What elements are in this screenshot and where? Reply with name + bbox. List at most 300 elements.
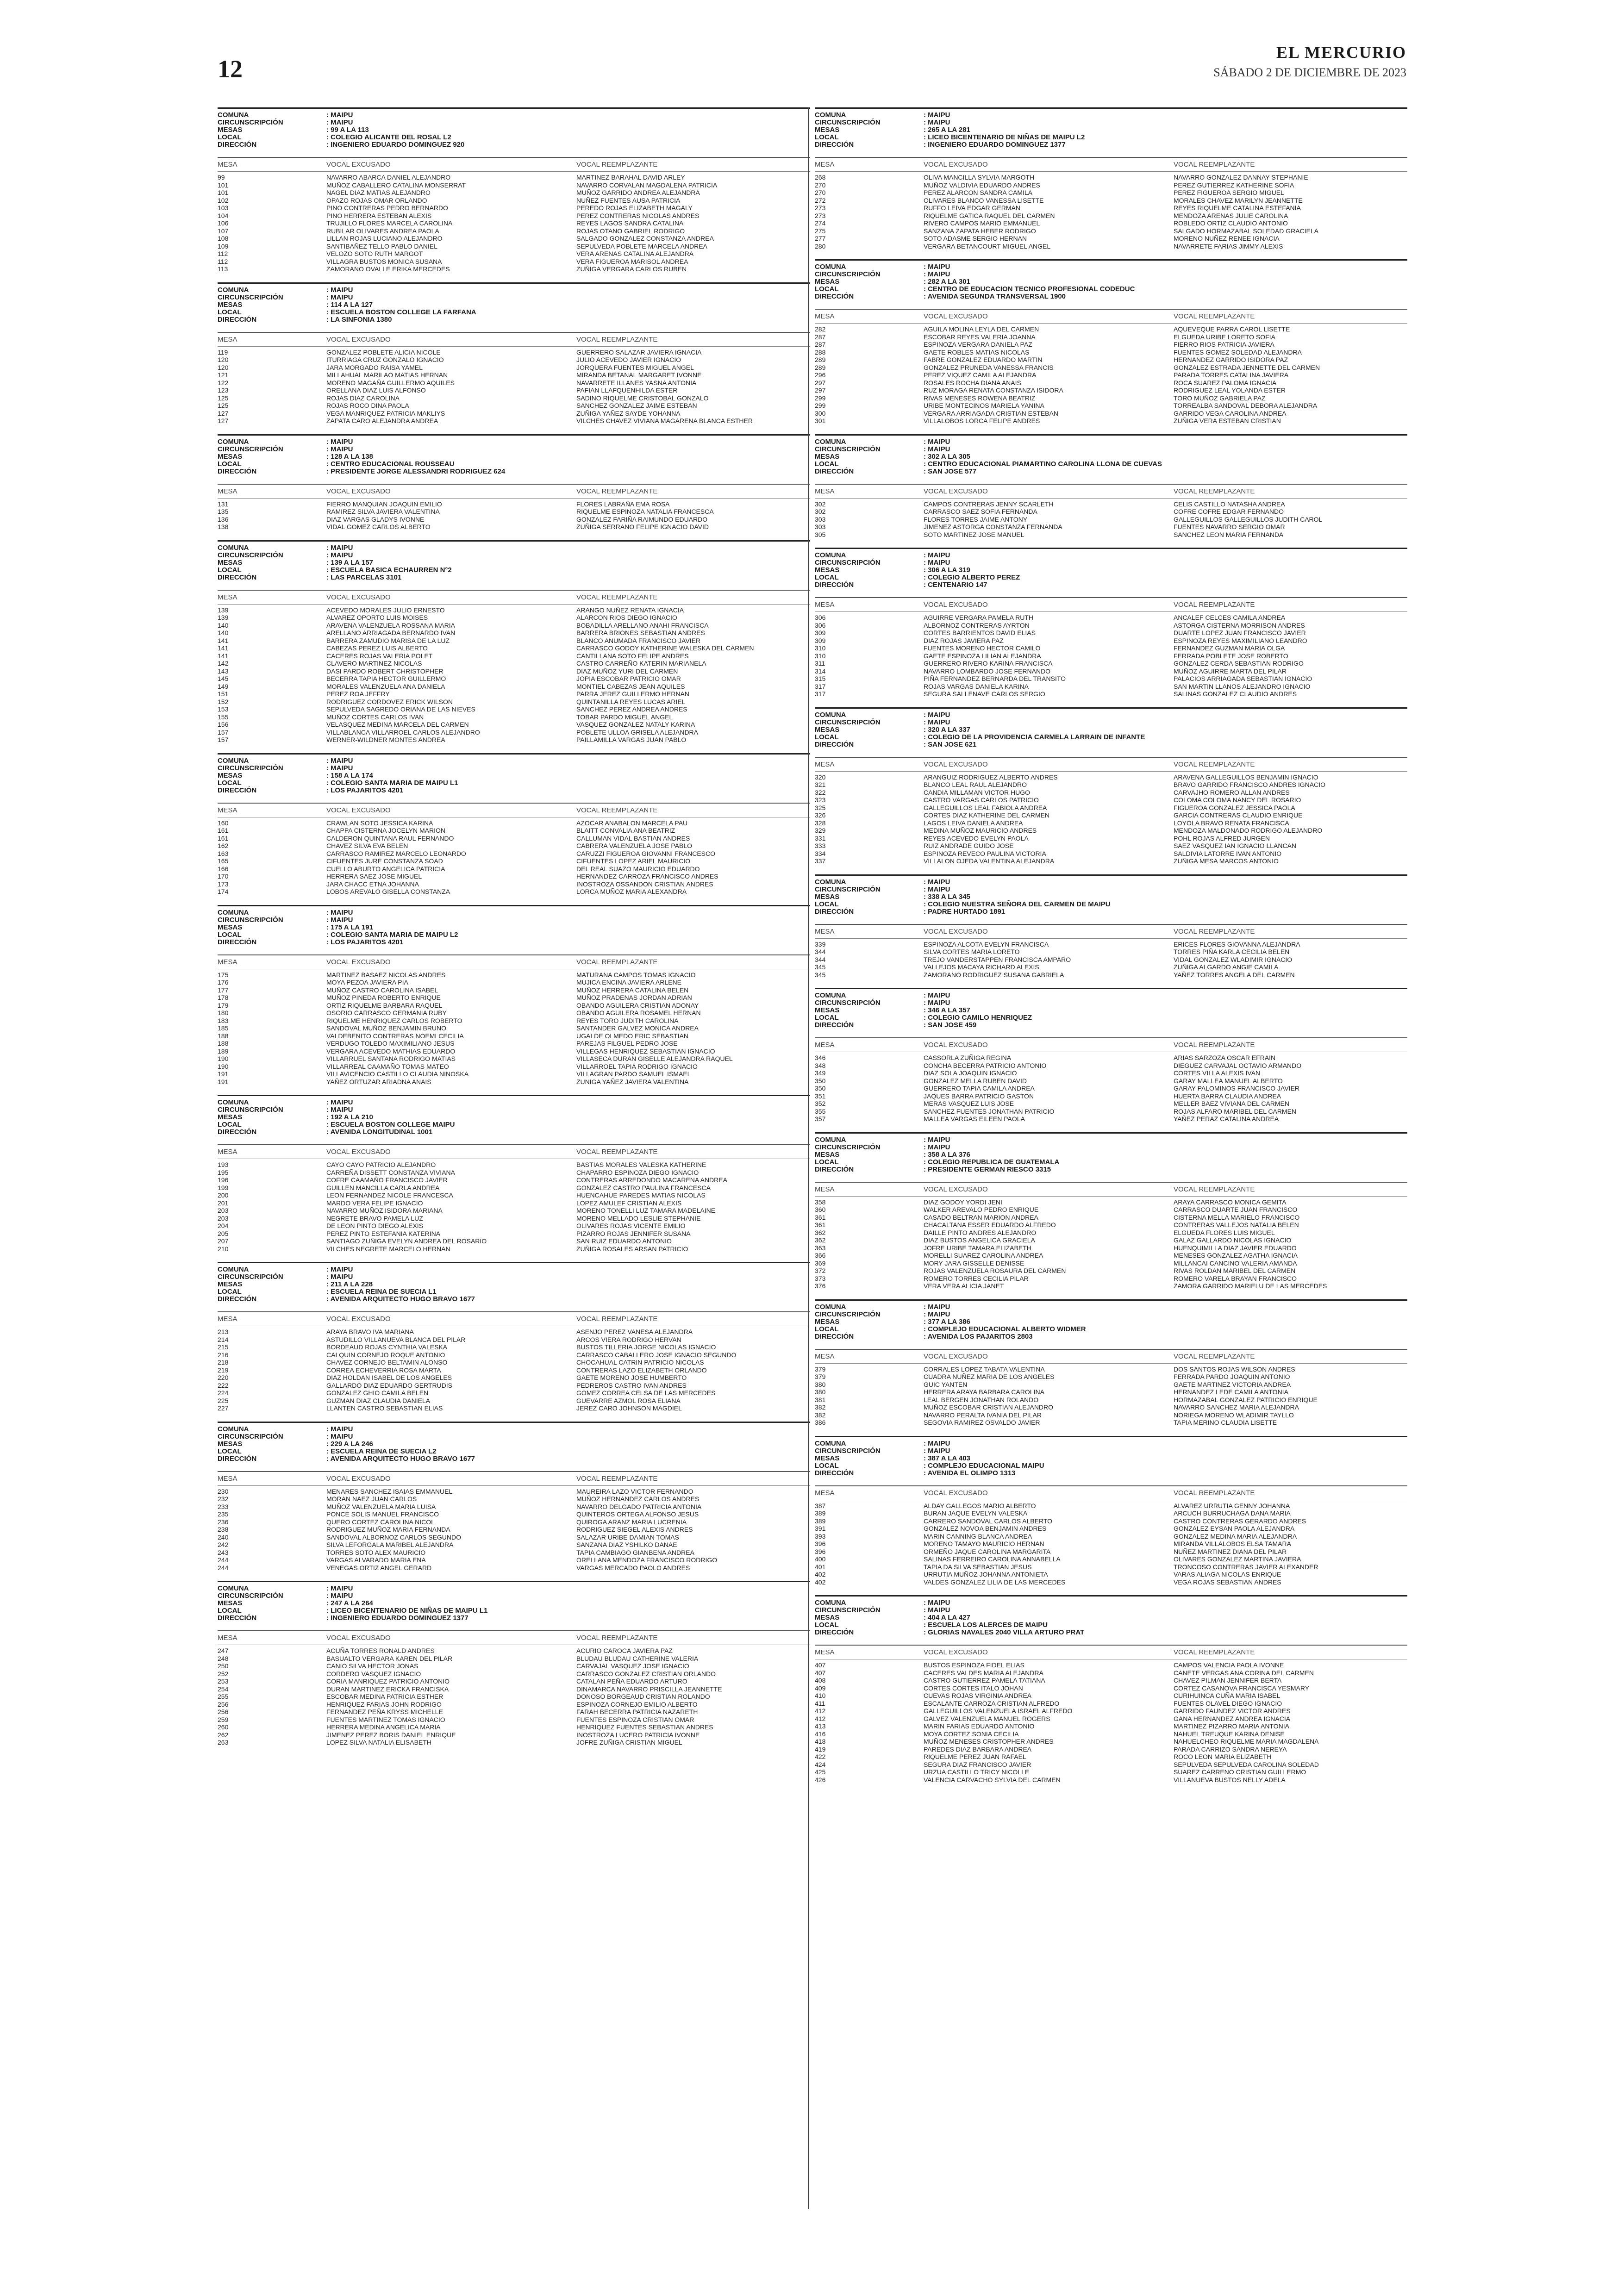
mesa-number: 259 xyxy=(218,1715,229,1723)
vocal-reemplazante-name: SAN MARTIN LLANOS ALEJANDRO IGNACIO xyxy=(1174,682,1311,690)
table-row xyxy=(218,1207,810,1215)
vocal-excusado-name: BLANCO LEAL RAUL ALEJANDRO xyxy=(924,781,1027,788)
table-row xyxy=(218,1215,810,1222)
circunscripcion-value: : MAIPU xyxy=(924,1310,950,1318)
circunscripcion-label: CIRCUNSCRIPCIÓN xyxy=(815,445,881,453)
table-row xyxy=(218,637,810,645)
comuna-value: : MAIPU xyxy=(326,437,353,446)
vocal-excusado-name: MUÑOZ CORTES CARLOS IVAN xyxy=(326,713,424,721)
mesa-number: 360 xyxy=(815,1206,826,1213)
mesa-number: 125 xyxy=(218,402,229,409)
mesa-number: 412 xyxy=(815,1715,826,1722)
vocal-reemplazante-column-header: VOCAL REEMPLAZANTE xyxy=(576,335,658,343)
polling-place-header xyxy=(218,540,810,581)
vocal-reemplazante-name: TAPIA CAMBIAGO GIANBENA ANDREA xyxy=(576,1548,694,1556)
vocal-excusado-name: VERGARA ARRIAGADA CRISTIAN ESTEBAN xyxy=(924,409,1058,417)
vocal-excusado-name: NAVARRO ABARCA DANIEL ALEJANDRO xyxy=(326,174,451,181)
table-row xyxy=(218,850,810,858)
vocal-reemplazante-name: VARAS ALIAGA NICOLAS ENRIQUE xyxy=(1174,1571,1281,1578)
table-row xyxy=(218,994,810,1002)
mesa-column-header: MESA xyxy=(218,593,237,601)
mesa-number: 310 xyxy=(815,644,826,652)
local-value: : COLEGIO SANTA MARIA DE MAIPU L1 xyxy=(326,779,458,787)
vocal-excusado-name: QUERO CORTEZ CAROLINA NICOL xyxy=(326,1518,435,1526)
vocal-excusado-name: TREJO VANDERSTAPPEN FRANCISCA AMPARO xyxy=(924,955,1071,963)
vocal-excusado-name: DURAN MARTINEZ ERICKA FRANCISKA xyxy=(326,1685,449,1693)
vocal-reemplazante-name: SEPULVEDA SEPULVEDA CAROLINA SOLEDAD xyxy=(1174,1760,1319,1768)
mesas-value: : 302 A LA 305 xyxy=(924,452,970,461)
vocal-reemplazante-name: ARANGO NUÑEZ RENATA IGNACIA xyxy=(576,606,684,614)
vocal-excusado-name: GONZALEZ NOVOA BENJAMIN ANDRES xyxy=(924,1525,1047,1532)
vocal-reemplazante-name: PEREZ GUTIERREZ KATHERINE SOFIA xyxy=(1174,181,1294,189)
vocal-reemplazante-name: ARIAS SARZOZA OSCAR EFRAIN xyxy=(1174,1054,1276,1061)
mesa-number: 297 xyxy=(815,387,826,394)
vocal-excusado-name: VILLAGRA BUSTOS MONICA SUSANA xyxy=(326,257,442,265)
table-row xyxy=(218,1002,810,1010)
mesa-number: 238 xyxy=(218,1526,229,1533)
mesas-value: : 404 A LA 427 xyxy=(924,1614,970,1621)
comuna-label: COMUNA xyxy=(815,1439,846,1447)
comuna-value: : MAIPU xyxy=(924,992,950,999)
mesa-number: 282 xyxy=(815,325,826,333)
polling-place-block xyxy=(815,548,1407,698)
table-row xyxy=(815,523,1407,531)
table-row xyxy=(218,1556,810,1564)
vocal-excusado-name: ZAMORANO RODRIGUEZ SUSANA GABRIELA xyxy=(924,971,1064,979)
vocal-reemplazante-name: TORO MUÑOZ GABRIELA PAZ xyxy=(1174,394,1266,402)
vocal-reemplazante-name: GALLEGUILLOS GALLEGUILLOS JUDITH CAROL xyxy=(1174,515,1323,523)
vocal-excusado-name: SALINAS FERREIRO CAROLINA ANNABELLA xyxy=(924,1555,1061,1563)
header-row-mesas xyxy=(218,1281,810,1288)
vocal-excusado-name: VELOZO SOTO RUTH MARGOT xyxy=(326,250,423,257)
vocal-table xyxy=(218,157,810,273)
direccion-label: DIRECCIÓN xyxy=(218,1128,257,1136)
table-row xyxy=(815,857,1407,865)
vocal-excusado-name: DIAZ ROJAS JAVIERA PAZ xyxy=(924,636,1004,644)
table-row xyxy=(218,1176,810,1184)
vocal-excusado-column-header: VOCAL EXCUSADO xyxy=(326,958,391,966)
vocal-excusado-name: BORDEAUD ROJAS CYNTHIA VALESKA xyxy=(326,1343,448,1351)
comuna-value: : MAIPU xyxy=(924,1599,950,1607)
vocal-reemplazante-name: REYES RIQUELME CATALINA ESTEFANIA xyxy=(1174,204,1301,212)
table-row xyxy=(815,1509,1407,1517)
vocal-excusado-name: CASTRO GUTIERREZ PAMELA TATIANA xyxy=(924,1677,1045,1684)
vocal-excusado-name: NAVARRO LOMBARDO JOSE FERNANDO xyxy=(924,667,1051,675)
vocal-reemplazante-name: GANA HERNANDEZ ANDREA IGNACIA xyxy=(1174,1715,1291,1722)
vocal-table xyxy=(218,590,810,744)
vocal-excusado-name: SILVA LEFORGALA MARIBEL ALEJANDRA xyxy=(326,1541,454,1548)
vocal-excusado-name: ALBORNOZ CONTRERAS AYRTON xyxy=(924,621,1030,629)
vocal-excusado-name: ARAVENA VALENZUELA ROSSANA MARIA xyxy=(326,621,456,629)
mesa-number: 139 xyxy=(218,606,229,614)
vocal-excusado-name: ESCOBAR MEDINA PATRICIA ESTHER xyxy=(326,1693,443,1700)
mesa-number: 380 xyxy=(815,1380,826,1388)
header-row-circunscripcion xyxy=(218,446,810,453)
header-row-circunscripcion xyxy=(218,917,810,924)
mesa-column-header: MESA xyxy=(218,487,237,495)
mesa-number: 287 xyxy=(815,333,826,341)
vocal-excusado-name: VILLALON OJEDA VALENTINA ALEJANDRA xyxy=(924,857,1055,865)
mesa-number: 224 xyxy=(218,1389,229,1397)
vocal-excusado-name: MENARES SANCHEZ ISAIAS EMMANUEL xyxy=(326,1487,453,1495)
table-row xyxy=(218,842,810,850)
table-row xyxy=(218,1070,810,1078)
header-row-local xyxy=(218,1607,810,1615)
vocal-excusado-name: MORENO MAGAÑA GUILLERMO AQUILES xyxy=(326,379,455,387)
comuna-label: COMUNA xyxy=(815,992,846,999)
table-header xyxy=(815,761,1407,772)
mesa-number: 101 xyxy=(218,181,229,189)
vocal-excusado-name: FABRE GONZALEZ EDUARDO MARTIN xyxy=(924,356,1043,363)
vocal-excusado-name: CUEVAS ROJAS VIRGINIA ANDREA xyxy=(924,1692,1032,1699)
vocal-reemplazante-name: ZUÑIGA MESA MARCOS ANTONIO xyxy=(1174,857,1279,865)
vocal-excusado-name: ARANGUIZ RODRIGUEZ ALBERTO ANDRES xyxy=(924,773,1058,781)
vocal-reemplazante-name: SALINAS GONZALEZ CLAUDIO ANDRES xyxy=(1174,690,1297,698)
vocal-excusado-name: GALLEGUILLOS VALENZUELA ISRAEL ALFREDO xyxy=(924,1707,1073,1715)
vocal-excusado-name: PIÑA FERNANDEZ BERNARDA DEL TRANSITO xyxy=(924,675,1066,682)
vocal-table xyxy=(815,924,1407,979)
header-row-direccion xyxy=(218,1455,810,1463)
circunscripcion-label: CIRCUNSCRIPCIÓN xyxy=(218,764,283,772)
table-row xyxy=(815,387,1407,394)
table-row xyxy=(815,827,1407,835)
mesas-label: MESAS xyxy=(815,452,840,461)
table-row xyxy=(218,835,810,842)
mesa-number: 173 xyxy=(218,880,229,888)
table-row xyxy=(218,690,810,698)
vocal-reemplazante-name: INOSTROZA OSSANDON CRISTIAN ANDRES xyxy=(576,880,713,888)
header-row-circunscripcion xyxy=(815,446,1407,453)
table-row xyxy=(218,204,810,212)
polling-place-block xyxy=(218,1581,810,1746)
vocal-excusado-name: SEGURA SALLENAVE CARLOS SERGIO xyxy=(924,690,1045,698)
table-row xyxy=(218,819,810,827)
local-label: LOCAL xyxy=(218,460,242,468)
mesa-number: 422 xyxy=(815,1753,826,1760)
mesas-label: MESAS xyxy=(218,300,243,309)
table-row xyxy=(218,1495,810,1503)
vocal-excusado-name: BARRERA ZAMUDIO MARISA DE LA LUZ xyxy=(326,636,450,644)
table-row xyxy=(218,1374,810,1382)
vocal-reemplazante-name: VEGA ROJAS SEBASTIAN ANDRES xyxy=(1174,1578,1281,1586)
vocal-reemplazante-name: OBANDO AGUILERA CRISTIAN ADONAY xyxy=(576,1001,699,1009)
vocal-reemplazante-name: CALLUMAN VIDAL BASTIAN ANDRES xyxy=(576,834,690,842)
vocal-excusado-name: MORENO TAMAYO MAURICIO HERNAN xyxy=(924,1540,1044,1547)
vocal-excusado-name: CORTES DIAZ KATHERINE DEL CARMEN xyxy=(924,811,1050,819)
header-row-local xyxy=(218,1448,810,1455)
polling-place-header xyxy=(218,107,810,149)
table-row xyxy=(218,387,810,394)
vocal-excusado-name: SEGURA DIAZ FRANCISCO JAVIER xyxy=(924,1760,1031,1768)
vocal-excusado-name: CAYO CAYO PATRICIO ALEJANDRO xyxy=(326,1161,436,1168)
table-row xyxy=(815,508,1407,516)
mesas-value: : 158 A LA 174 xyxy=(326,771,373,780)
table-row xyxy=(218,986,810,994)
table-header xyxy=(218,161,810,172)
local-value: : ESCUELA BASICA ECHAURREN N°2 xyxy=(326,566,452,574)
direccion-label: DIRECCIÓN xyxy=(218,141,257,149)
mesa-number: 328 xyxy=(815,819,826,827)
local-value: : COLEGIO SANTA MARIA DE MAIPU L2 xyxy=(326,930,458,939)
header-row-circunscripcion xyxy=(218,552,810,559)
vocal-reemplazante-name: CARRASCO CABALLERO JOSE IGNACIO SEGUNDO xyxy=(576,1351,737,1359)
mesa-number: 143 xyxy=(218,667,229,675)
header-row-mesas xyxy=(815,278,1407,286)
mesa-number: 163 xyxy=(218,849,229,857)
vocal-excusado-name: CLAVERO MARTINEZ NICOLAS xyxy=(326,660,422,667)
table-row xyxy=(815,1373,1407,1381)
header-row-circunscripcion xyxy=(815,1144,1407,1151)
table-row xyxy=(218,1526,810,1534)
vocal-excusado-name: HERRERA SAEZ JOSE MIGUEL xyxy=(326,873,422,880)
vocal-reemplazante-name: ERICES FLORES GIOVANNA ALEJANDRA xyxy=(1174,940,1300,948)
table-row xyxy=(815,1661,1407,1669)
table-row xyxy=(218,1510,810,1518)
direccion-value: : PADRE HURTADO 1891 xyxy=(924,907,1006,916)
table-row xyxy=(815,796,1407,804)
mesa-number: 190 xyxy=(218,1055,229,1062)
mesas-value: : 320 A LA 337 xyxy=(924,725,970,734)
mesa-number: 321 xyxy=(815,781,826,788)
comuna-value: : MAIPU xyxy=(924,711,950,719)
vocal-table xyxy=(815,597,1407,698)
vocal-excusado-name: MOYA CORTEZ SONIA CECILIA xyxy=(924,1730,1019,1738)
vocal-excusado-name: MORY JARA GISSELLE DENISSE xyxy=(924,1259,1024,1267)
vocal-reemplazante-name: VILLANUEVA BUSTOS NELLY ADELA xyxy=(1174,1776,1286,1784)
vocal-reemplazante-name: CAMPOS VALENCIA PAOLA IVONNE xyxy=(1174,1661,1284,1669)
polling-place-block xyxy=(815,1132,1407,1290)
mesa-number: 108 xyxy=(218,235,229,242)
direccion-label: DIRECCIÓN xyxy=(815,581,854,589)
table-row xyxy=(815,1214,1407,1222)
table-row xyxy=(815,181,1407,189)
table-row xyxy=(218,606,810,614)
table-row xyxy=(815,1221,1407,1229)
direccion-label: DIRECCIÓN xyxy=(815,740,854,748)
circunscripcion-label: CIRCUNSCRIPCIÓN xyxy=(218,1592,283,1600)
table-row xyxy=(815,971,1407,979)
mesa-number: 145 xyxy=(218,675,229,682)
table-row xyxy=(815,349,1407,356)
mesa-number: 244 xyxy=(218,1564,229,1572)
table-row xyxy=(218,1701,810,1709)
mesa-number: 345 xyxy=(815,963,826,971)
vocal-excusado-name: PEREZ ALARCON SANDRA CAMILA xyxy=(924,189,1032,196)
local-value: : LICEO BICENTENARIO DE NIÑAS DE MAIPU L1 xyxy=(326,1607,488,1615)
header-row-circunscripcion xyxy=(218,1273,810,1281)
vocal-reemplazante-name: QUINTANILLA REYES LUCAS ARIEL xyxy=(576,698,686,705)
table-row xyxy=(815,1252,1407,1260)
table-row xyxy=(815,819,1407,827)
table-header xyxy=(218,1475,810,1486)
mesas-label: MESAS xyxy=(218,1599,243,1607)
vocal-reemplazante-name: CHAVEZ PILMAN JENNIFER BERTA xyxy=(1174,1677,1282,1684)
vocal-reemplazante-name: COFRE COFRE EDGAR FERNANDO xyxy=(1174,508,1284,515)
header-row-mesas xyxy=(815,1318,1407,1326)
vocal-excusado-name: TAPIA DA SILVA SEBASTIAN JESUS xyxy=(924,1563,1032,1571)
mesas-value: : 265 A LA 281 xyxy=(924,126,970,134)
vocal-reemplazante-column-header: VOCAL REEMPLAZANTE xyxy=(1174,927,1255,935)
mesa-number: 207 xyxy=(218,1237,229,1245)
vocal-excusado-name: BURAN JAQUE EVELYN VALESKA xyxy=(924,1509,1028,1517)
header-row-direccion xyxy=(218,141,810,149)
mesa-number: 346 xyxy=(815,1054,826,1061)
mesa-number: 112 xyxy=(218,257,228,265)
vocal-reemplazante-name: ELGUEDA URIBE LORETO SOFIA xyxy=(1174,333,1275,341)
vocal-reemplazante-name: CARVAJHO ROMERO ALLAN ANDRES xyxy=(1174,788,1290,796)
polling-place-header xyxy=(218,434,810,475)
vocal-excusado-name: GONZALEZ PRUNEDA VANESSA FRANCIS xyxy=(924,363,1054,371)
table-row xyxy=(218,1009,810,1017)
vocal-excusado-name: LOPEZ SILVA NATALIA ELISABETH xyxy=(326,1739,431,1746)
circunscripcion-value: : MAIPU xyxy=(924,1143,950,1151)
table-row xyxy=(218,379,810,387)
vocal-reemplazante-name: ROMERO VARELA BRAYAN FRANCISCO xyxy=(1174,1274,1297,1282)
table-row xyxy=(218,235,810,243)
header-row-direccion xyxy=(815,581,1407,589)
table-row xyxy=(218,265,810,273)
vocal-reemplazante-name: NAVARRETE ILLANES YASNA ANTONIA xyxy=(576,379,697,387)
table-row xyxy=(218,371,810,379)
circunscripcion-label: CIRCUNSCRIPCIÓN xyxy=(815,559,881,567)
table-row xyxy=(815,1692,1407,1700)
vocal-excusado-name: FIERRO MANQUIAN JOAQUIN EMILIO xyxy=(326,500,442,508)
vocal-reemplazante-name: POHL ROJAS ALFRED JURGEN xyxy=(1174,834,1270,842)
mesa-column-header: MESA xyxy=(815,1648,835,1656)
mesa-number: 275 xyxy=(815,227,826,235)
vocal-excusado-name: PEREZ ROA JEFFRY xyxy=(326,690,390,698)
mesa-number: 189 xyxy=(218,1047,229,1055)
vocal-reemplazante-name: PEREDO ROJAS ELIZABETH MAGALY xyxy=(576,204,693,212)
header-row-direccion xyxy=(218,1129,810,1136)
comuna-label: COMUNA xyxy=(218,543,249,552)
mesa-number: 410 xyxy=(815,1692,826,1699)
vocal-excusado-name: LAGOS LEIVA DANIELA ANDREA xyxy=(924,819,1023,827)
vocal-excusado-name: WERNER-WILDNER MONTES ANDREA xyxy=(326,736,445,743)
table-row xyxy=(218,250,810,258)
vocal-reemplazante-name: ZUÑIGA VERA ESTEBAN CRISTIAN xyxy=(1174,417,1281,424)
vocal-reemplazante-name: HUENCAHUE PAREDES MATIAS NICOLAS xyxy=(576,1191,706,1199)
table-row xyxy=(218,1549,810,1557)
vocal-excusado-name: ACUÑA TORRES RONALD ANDRES xyxy=(326,1647,435,1654)
vocal-table xyxy=(218,1311,810,1412)
vocal-excusado-name: CORTES BARRIENTOS DAVID ELIAS xyxy=(924,629,1036,636)
vocal-excusado-name: VILCHES NEGRETE MARCELO HERNAN xyxy=(326,1245,450,1253)
vocal-reemplazante-name: RODRIGUEZ LEAL YOLANDA ESTER xyxy=(1174,387,1286,394)
vocal-excusado-name: ROJAS DIAZ CAROLINA xyxy=(326,394,400,402)
table-row xyxy=(218,1328,810,1336)
vocal-reemplazante-name: MORALES CHAVEZ MARILYN JEANNETTE xyxy=(1174,196,1303,204)
vocal-excusado-name: CACERES ROJAS VALERIA POLET xyxy=(326,652,433,660)
header-row-local xyxy=(218,1288,810,1296)
local-label: LOCAL xyxy=(815,1461,839,1470)
header-row-local xyxy=(218,567,810,574)
mesa-number: 262 xyxy=(218,1731,229,1739)
mesa-number: 216 xyxy=(218,1351,229,1359)
circunscripcion-value: : MAIPU xyxy=(924,718,950,726)
table-row xyxy=(218,1169,810,1177)
mesa-number: 348 xyxy=(815,1061,826,1069)
table-row xyxy=(815,410,1407,418)
vocal-excusado-name: CIFUENTES JURE CONSTANZA SOAD xyxy=(326,857,443,865)
circunscripcion-value: : MAIPU xyxy=(924,1447,950,1455)
vocal-excusado-name: PEREZ VIQUEZ CAMILA ALEJANDRA xyxy=(924,371,1037,379)
mesa-number: 260 xyxy=(218,1723,229,1731)
vocal-excusado-name: JAQUES BARRA PATRICIO GASTON xyxy=(924,1092,1034,1100)
polling-place-block xyxy=(218,540,810,744)
vocal-reemplazante-name: UGALDE OLMEDO ERIC SEBASTIAN xyxy=(576,1032,688,1040)
vocal-reemplazante-name: GARAY MALLEA MANUEL ALBERTO xyxy=(1174,1077,1283,1085)
vocal-reemplazante-name: DINAMARCA NAVARRO PRISCILLA JEANNETTE xyxy=(576,1685,722,1693)
table-row xyxy=(218,1230,810,1238)
mesa-number: 210 xyxy=(218,1245,229,1253)
mesa-number: 157 xyxy=(218,736,229,743)
vocal-reemplazante-name: MUÑOZ HERNANDEZ CARLOS ANDRES xyxy=(576,1495,700,1503)
header-row-circunscripcion xyxy=(815,271,1407,278)
table-row xyxy=(218,683,810,691)
mesa-number: 166 xyxy=(218,865,229,873)
table-row xyxy=(815,1548,1407,1556)
comuna-label: COMUNA xyxy=(218,908,249,917)
mesa-number: 199 xyxy=(218,1184,229,1191)
vocal-excusado-name: BASUALTO VERGARA KAREN DEL PILAR xyxy=(326,1654,453,1662)
vocal-excusado-name: VELASQUEZ MEDINA MARCELA DEL CARMEN xyxy=(326,721,469,728)
vocal-reemplazante-name: FARAH BECERRA PATRICIA NAZARETH xyxy=(576,1708,698,1715)
vocal-excusado-name: MUÑOZ VALDIVIA EDUARDO ANDRES xyxy=(924,181,1040,189)
comuna-value: : MAIPU xyxy=(326,908,353,917)
vocal-excusado-name: SOTO ADASME SERGIO HERNAN xyxy=(924,235,1027,242)
vocal-reemplazante-name: ESPINOZA CORNEJO EMILIO ALBERTO xyxy=(576,1700,698,1708)
direccion-value: : LOS PAJARITOS 4201 xyxy=(326,786,404,794)
vocal-reemplazante-name: NORIEGA MORENO WLADIMIR TAYLLO xyxy=(1174,1411,1294,1419)
mesas-value: : 128 A LA 138 xyxy=(326,452,373,461)
table-row xyxy=(815,1366,1407,1373)
vocal-reemplazante-name: SANTANDER GALVEZ MONICA ANDREA xyxy=(576,1024,699,1032)
vocal-reemplazante-name: FERRADA POBLETE JOSE ROBERTO xyxy=(1174,652,1288,660)
mesa-number: 382 xyxy=(815,1403,826,1411)
header-row-comuna xyxy=(815,711,1407,719)
vocal-excusado-name: ASTUDILLO VILLANUEVA BLANCA DEL PILAR xyxy=(326,1335,466,1343)
table-row xyxy=(218,219,810,227)
comuna-label: COMUNA xyxy=(218,756,249,765)
vocal-reemplazante-name: MARTINEZ PIZARRO MARIA ANTONIA xyxy=(1174,1722,1289,1730)
table-row xyxy=(815,235,1407,243)
table-header xyxy=(218,958,810,969)
vocal-table xyxy=(815,1037,1407,1123)
header-row-circunscripcion xyxy=(815,1311,1407,1318)
table-row xyxy=(218,1397,810,1405)
direccion-label: DIRECCIÓN xyxy=(218,573,257,581)
table-row xyxy=(815,174,1407,181)
table-row xyxy=(815,394,1407,402)
vocal-excusado-name: CALQUIN CORNEJO ROQUE ANTONIO xyxy=(326,1351,445,1359)
local-value: : ESCUELA BOSTON COLLEGE LA FARFANA xyxy=(326,308,476,316)
vocal-reemplazante-name: CARVAJAL VASQUEZ JOSE IGNACIO xyxy=(576,1662,689,1670)
vocal-table xyxy=(815,1349,1407,1427)
comuna-label: COMUNA xyxy=(218,1098,249,1106)
direccion-value: : AVENIDA LONGITUDINAL 1001 xyxy=(326,1128,433,1136)
mesa-number: 273 xyxy=(815,204,826,212)
vocal-reemplazante-name: ZUÑIGA ALGARDO ANGIE CAMILA xyxy=(1174,963,1279,971)
vocal-reemplazante-name: HENRIQUEZ FUENTES SEBASTIAN ANDRES xyxy=(576,1723,713,1731)
polling-place-block xyxy=(815,988,1407,1123)
polling-place-block xyxy=(218,1422,810,1572)
table-row xyxy=(815,417,1407,425)
mesa-number: 366 xyxy=(815,1252,826,1259)
vocal-reemplazante-name: GALAZ GALLARDO NICOLAS IGNACIO xyxy=(1174,1236,1292,1244)
comuna-label: COMUNA xyxy=(218,286,249,294)
vocal-table xyxy=(815,484,1407,539)
